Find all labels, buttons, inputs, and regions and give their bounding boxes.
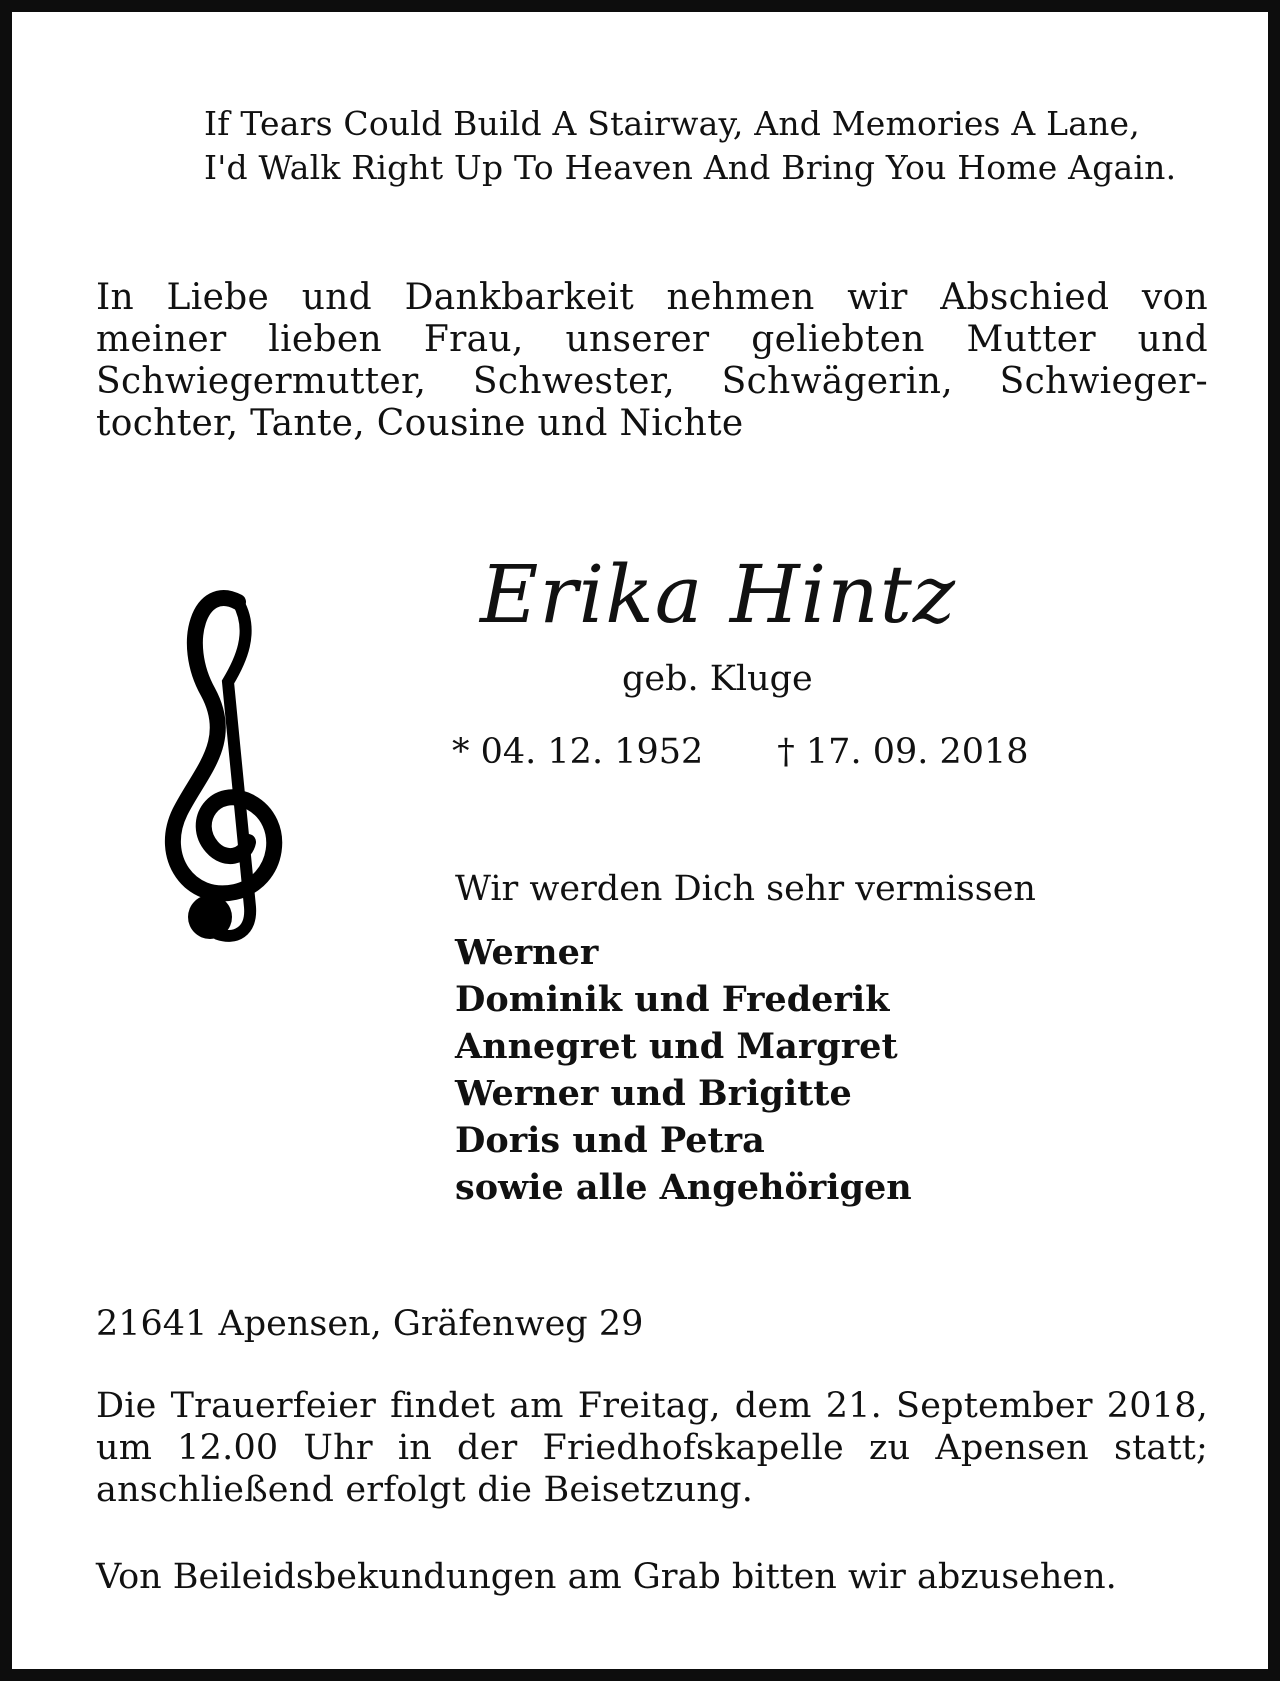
mourner-name: Doris und Petra [455, 1120, 765, 1161]
mourner-name: Werner [455, 932, 599, 973]
intro-paragraph [96, 277, 1208, 445]
deceased-name: Erika Hintz [480, 548, 956, 641]
funeral-line: um 12.00 Uhr in der Friedhofskapelle zu Apensen statt; [96, 1428, 1208, 1468]
birth-date: * 04. 12. 1952 [452, 732, 704, 772]
intro-line: Schwiegermutter, Schwester, Schwägerin, Schwieger- [96, 361, 1208, 402]
death-date: † 17. 09. 2018 [777, 732, 1029, 772]
farewell-line: Wir werden Dich sehr vermissen [455, 869, 1036, 909]
poem-line: If Tears Could Build A Stairway, And Memories A Lane, [204, 104, 1140, 143]
condolence-note: Von Beileidsbekundungen am Grab bitten wir abzusehen. [96, 1557, 1117, 1597]
poem-line: I'd Walk Right Up To Heaven And Bring You Home Again. [204, 148, 1177, 187]
funeral-line: Die Trauerfeier findet am Freitag, dem 21. September 2018, [96, 1386, 1208, 1426]
intro-line: tochter, Tante, Cousine und Nichte [96, 403, 744, 444]
mourner-name: Dominik und Frederik [455, 979, 890, 1020]
address: 21641 Apensen, Gräfenweg 29 [96, 1304, 644, 1344]
maiden-name: geb. Kluge [622, 659, 813, 699]
mourner-name: sowie alle Angehörigen [455, 1167, 912, 1208]
intro-line: In Liebe und Dankbarkeit nehmen wir Abschied von [96, 277, 1208, 318]
funeral-info [96, 1385, 1208, 1511]
mourner-name: Werner und Brigitte [455, 1073, 852, 1114]
treble-clef-icon [140, 572, 300, 952]
intro-line: meiner lieben Frau, unserer geliebten Mutter und [96, 319, 1208, 360]
funeral-line: anschließend erfolgt die Beisetzung. [96, 1470, 754, 1510]
life-dates [452, 730, 1029, 774]
mourner-name: Annegret und Margret [455, 1026, 898, 1067]
memorial-poem [204, 102, 1234, 190]
mourners-list [455, 929, 912, 1211]
